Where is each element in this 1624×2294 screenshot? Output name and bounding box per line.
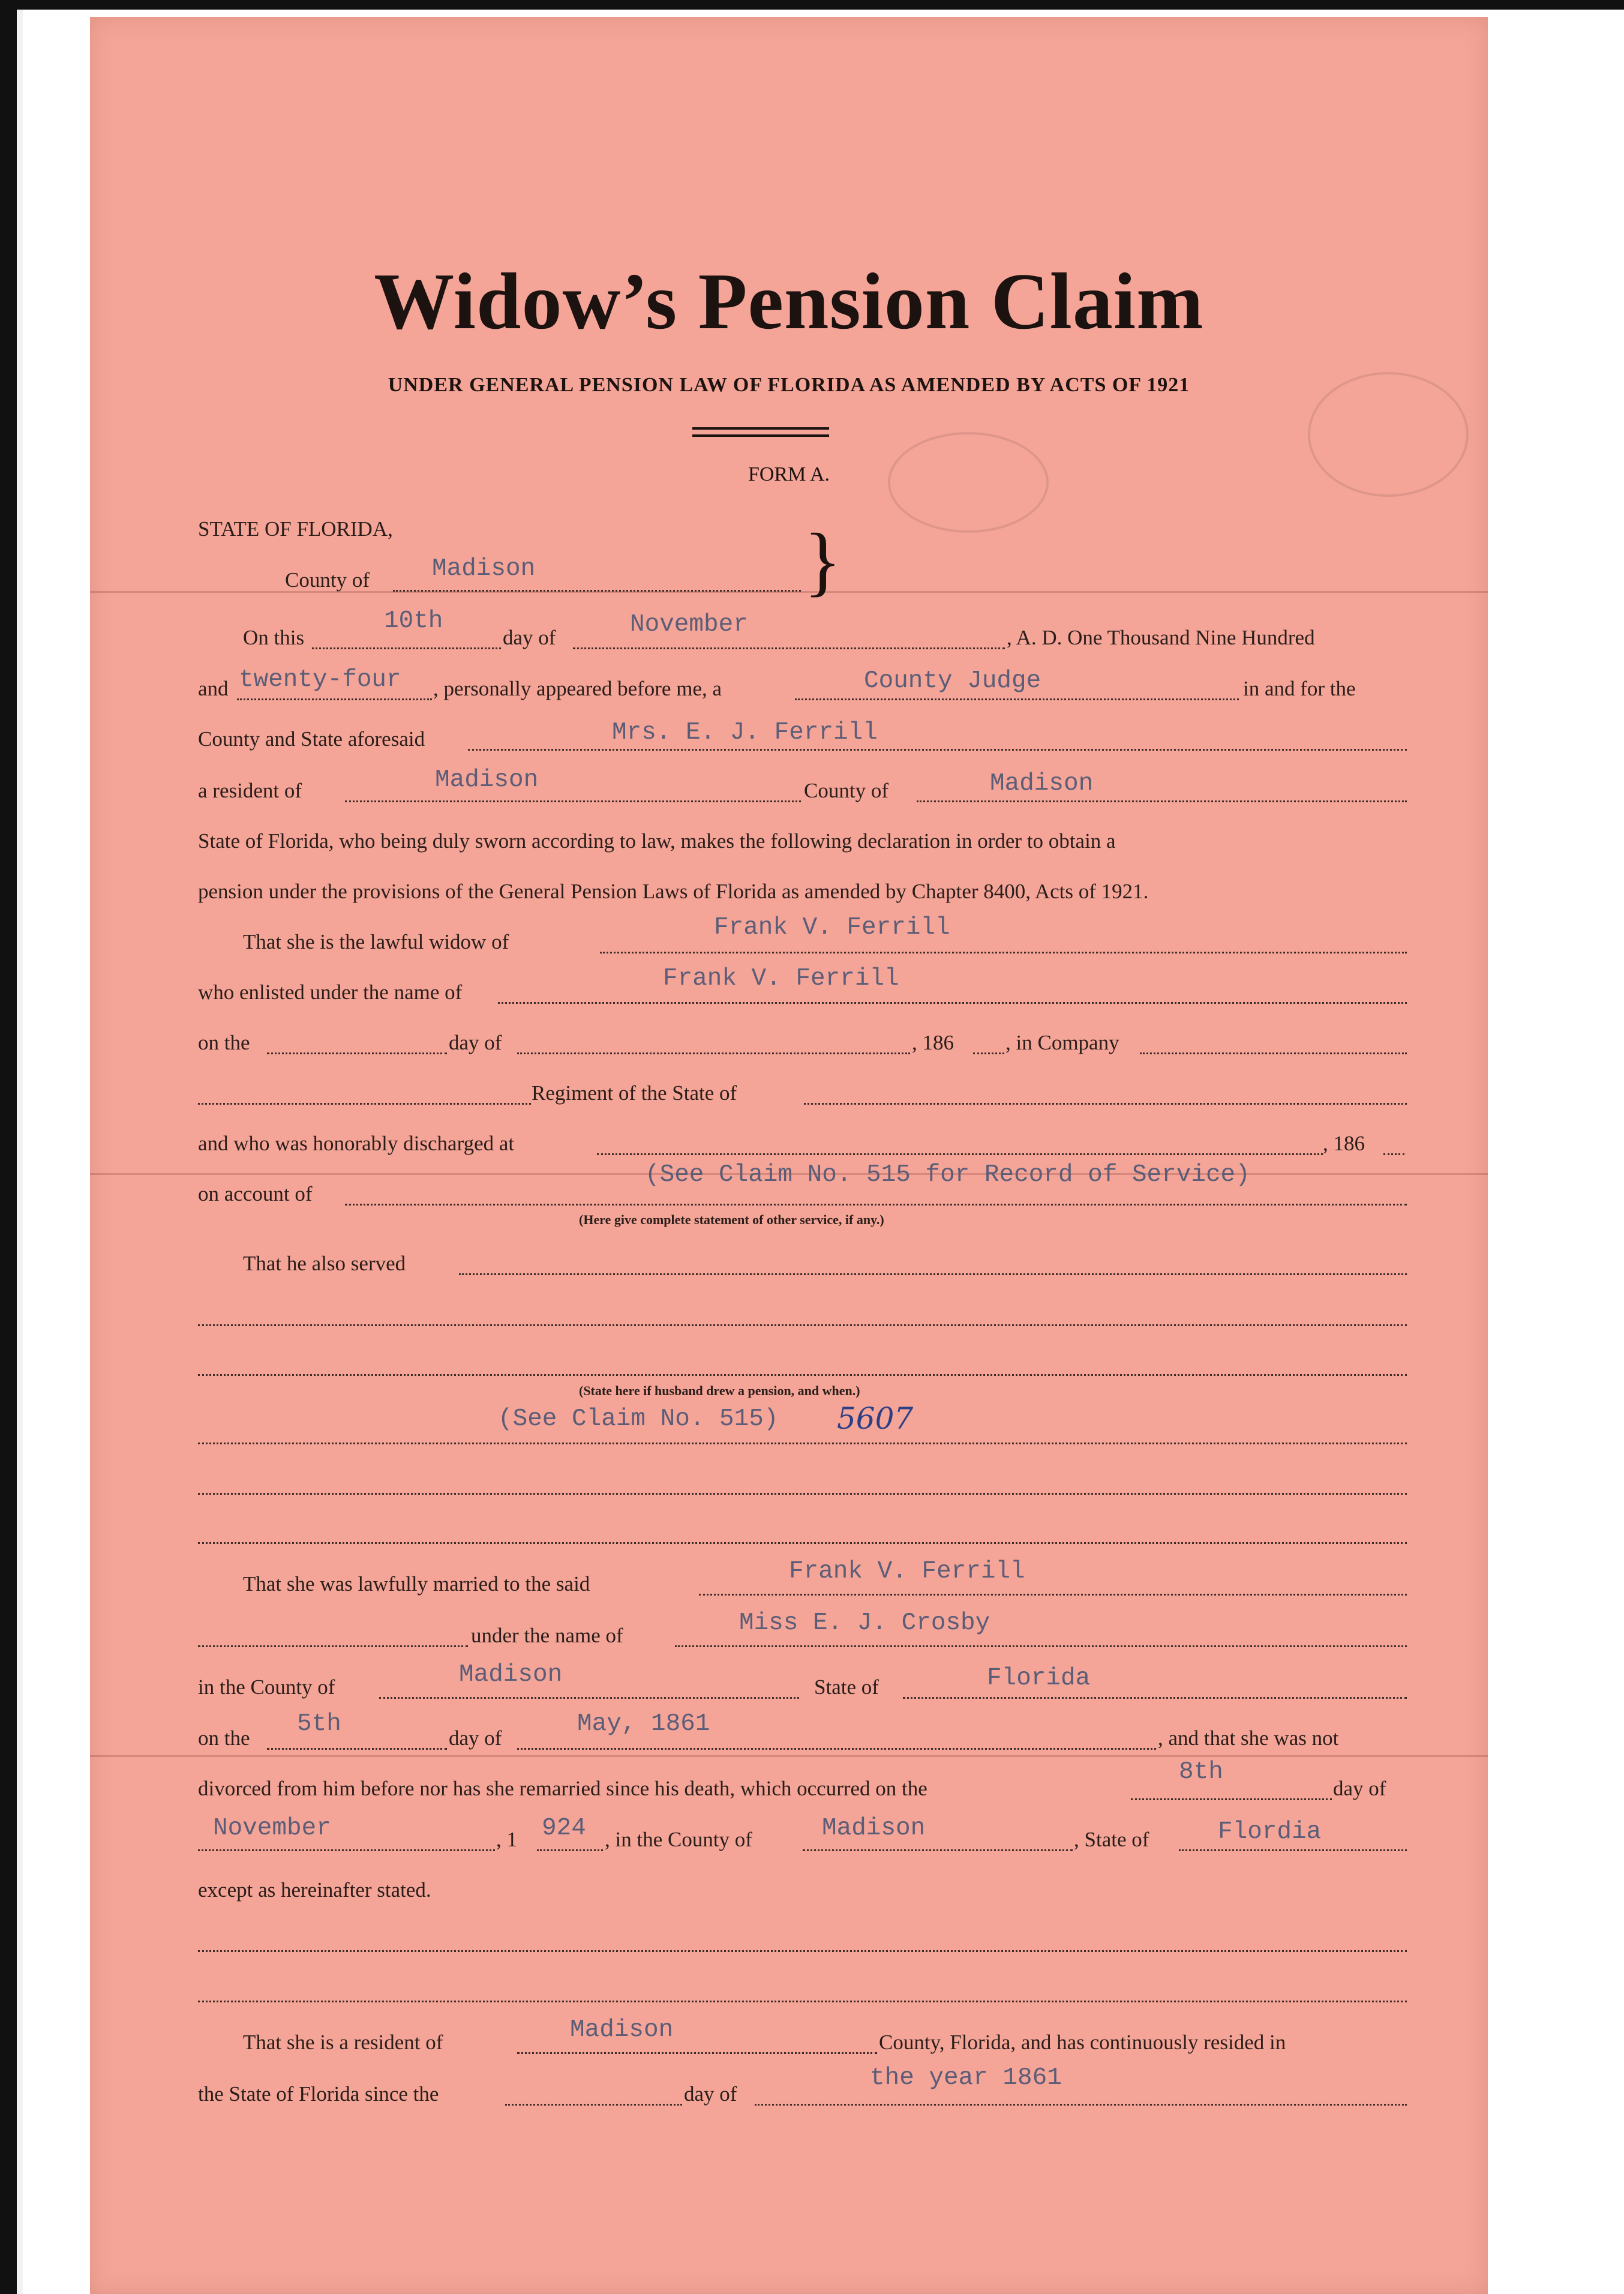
enlisted-line [498, 1002, 1407, 1004]
county-line [393, 590, 801, 592]
blank-line [198, 1950, 1407, 1952]
claimant-line [468, 749, 1407, 751]
service-reference: (See Claim No. 515 for Record of Service) [645, 1161, 1250, 1189]
resident-town-line [345, 800, 801, 802]
blank-line [198, 1542, 1407, 1544]
day-line [312, 647, 501, 649]
year-words-line [237, 698, 432, 700]
current-county-value: Madison [570, 2016, 674, 2044]
day-value: 10th [384, 607, 443, 635]
enlist-day-line [267, 1052, 447, 1054]
form-label: FORM A. [748, 463, 830, 485]
maiden-value: Miss E. J. Crosby [739, 1609, 990, 1637]
county-label: County of [285, 568, 370, 592]
day-of-label: day of [449, 1726, 502, 1750]
except-text: except as hereinafter stated. [198, 1878, 431, 1902]
sworn-text: State of Florida, who being duly sworn according to law, makes the following declaration in order to obtain a [198, 829, 1116, 853]
resident-county-value: Madison [990, 770, 1094, 797]
pension-line [198, 1443, 1407, 1444]
blank-line [198, 1493, 1407, 1495]
maiden-line [675, 1645, 1407, 1647]
blank-line [198, 1324, 1407, 1326]
regiment-state-line [804, 1103, 1407, 1105]
death-month-line [198, 1849, 495, 1851]
and-label: and [198, 677, 229, 700]
pension-note: (State here if husband drew a pension, and when.) [579, 1383, 860, 1398]
account-label: on account of [198, 1182, 313, 1206]
ad-label: , A. D. One Thousand Nine Hundred [1007, 626, 1315, 649]
month-value: November [630, 611, 748, 638]
scan-border-top [0, 0, 1624, 10]
county-florida-label: County, Florida, and has continuously resided in [879, 2031, 1286, 2054]
regiment-line [198, 1103, 531, 1105]
day-of-label: day of [449, 1031, 502, 1054]
month-line [573, 647, 1005, 649]
death-day-line [1131, 1798, 1332, 1800]
officer-line [795, 698, 1239, 700]
marriage-county-value: Madison [459, 1661, 563, 1689]
aforesaid-label: County and State aforesaid [198, 727, 425, 751]
year-words-value: twenty-four [239, 666, 401, 694]
death-county-line [803, 1849, 1073, 1851]
also-served-line [459, 1273, 1407, 1275]
year-prefix-label: , 1 [496, 1828, 517, 1851]
enlisted-value: Frank V. Ferrill [663, 965, 899, 992]
marriage-state-line [903, 1697, 1407, 1699]
day-of-label: day of [684, 2082, 737, 2106]
on-this-label: On this [243, 626, 305, 649]
form-title: Widow’s Pension Claim [374, 257, 1204, 346]
resident-of-label: That she is a resident of [243, 2031, 443, 2054]
widow-value: Frank V. Ferrill [714, 914, 950, 941]
resided-since-value: the year 1861 [870, 2064, 1062, 2092]
death-county-label: , in the County of [605, 1828, 752, 1851]
year-186b-label: , 186 [1323, 1132, 1365, 1155]
death-state-value: Flordia [1218, 1818, 1322, 1846]
marriage-day-value: 5th [297, 1710, 341, 1738]
also-served-label: That he also served [243, 1252, 406, 1275]
form-subtitle: UNDER GENERAL PENSION LAW OF FLORIDA AS AMENDED BY ACTS OF 1921 [388, 374, 1190, 396]
state-label: STATE OF FLORIDA, [198, 517, 393, 541]
since-year-line [755, 2104, 1407, 2106]
claimant-value: Mrs. E. J. Ferrill [612, 719, 878, 746]
marriage-county-line [379, 1697, 799, 1699]
enlisted-label: who enlisted under the name of [198, 980, 463, 1004]
officer-value: County Judge [864, 667, 1041, 695]
venue-brace: } [804, 518, 842, 604]
day-of-label: day of [1333, 1777, 1386, 1800]
not-divorced-label: , and that she was not [1158, 1726, 1339, 1750]
since-label: the State of Florida since the [198, 2082, 439, 2106]
married-line [699, 1594, 1407, 1596]
death-year-value: 924 [542, 1815, 586, 1842]
resident-county-line [917, 800, 1407, 802]
state-of-label: State of [814, 1675, 879, 1699]
discharged-label: and who was honorably discharged at [198, 1132, 515, 1155]
marriage-month-line [517, 1748, 1156, 1750]
resident-label: a resident of [198, 779, 302, 802]
maiden-prefix-line [198, 1645, 468, 1647]
county-of-label: County of [804, 779, 888, 802]
death-state-line [1179, 1849, 1407, 1851]
married-label: That she was lawfully married to the said [243, 1572, 590, 1596]
day-of-label: day of [503, 626, 556, 649]
marriage-month-value: May, 1861 [577, 1710, 710, 1738]
blank-line [198, 2001, 1407, 2002]
death-county-value: Madison [822, 1815, 926, 1842]
on-the-label: on the [198, 1726, 250, 1750]
blank-line [198, 1374, 1407, 1376]
pension-claim-handwritten: 5607 [837, 1401, 914, 1436]
since-day-line [505, 2104, 682, 2106]
account-line [345, 1204, 1407, 1206]
married-value: Frank V. Ferrill [789, 1558, 1025, 1585]
regiment-label: Regiment of the State of [532, 1081, 737, 1105]
pension-claim-reference: (See Claim No. 515) [498, 1405, 779, 1433]
county-value: Madison [432, 555, 536, 583]
under-name-label: under the name of [471, 1624, 623, 1647]
company-label: , in Company [1005, 1031, 1119, 1054]
resident-town-value: Madison [435, 766, 539, 794]
company-line [1140, 1052, 1407, 1054]
year-186-label: , 186 [912, 1031, 954, 1054]
scan-border-inner [17, 10, 23, 2294]
widow-label: That she is the lawful widow of [243, 930, 509, 953]
death-state-label: , State of [1074, 1828, 1149, 1851]
title-rule [692, 434, 829, 437]
other-service-note: (Here give complete statement of other service, if any.) [579, 1212, 884, 1227]
marriage-day-line [267, 1748, 447, 1750]
death-day-value: 8th [1179, 1758, 1223, 1786]
death-year-line [537, 1849, 603, 1851]
in-and-for-label: in and for the [1243, 677, 1356, 700]
title-rule [692, 427, 829, 430]
pension-text: pension under the provisions of the General Pension Laws of Florida as amended by Chapter 8400, Acts of 1921. [198, 880, 1149, 903]
discharged-year-line [1383, 1153, 1404, 1155]
marriage-state-value: Florida [987, 1665, 1091, 1692]
death-month-value: November [213, 1815, 331, 1842]
scan-border-left [0, 0, 17, 2294]
enlist-month-line [517, 1052, 910, 1054]
on-the-label: on the [198, 1031, 250, 1054]
widow-line [600, 952, 1407, 953]
in-county-label: in the County of [198, 1675, 335, 1699]
current-county-line [517, 2052, 877, 2054]
divorced-text: divorced from him before nor has she remarried since his death, which occurred on the [198, 1777, 927, 1800]
fold-line [90, 1755, 1488, 1757]
personally-label: , personally appeared before me, a [433, 677, 722, 700]
discharged-line [597, 1153, 1323, 1155]
enlist-year-line [973, 1052, 1004, 1054]
